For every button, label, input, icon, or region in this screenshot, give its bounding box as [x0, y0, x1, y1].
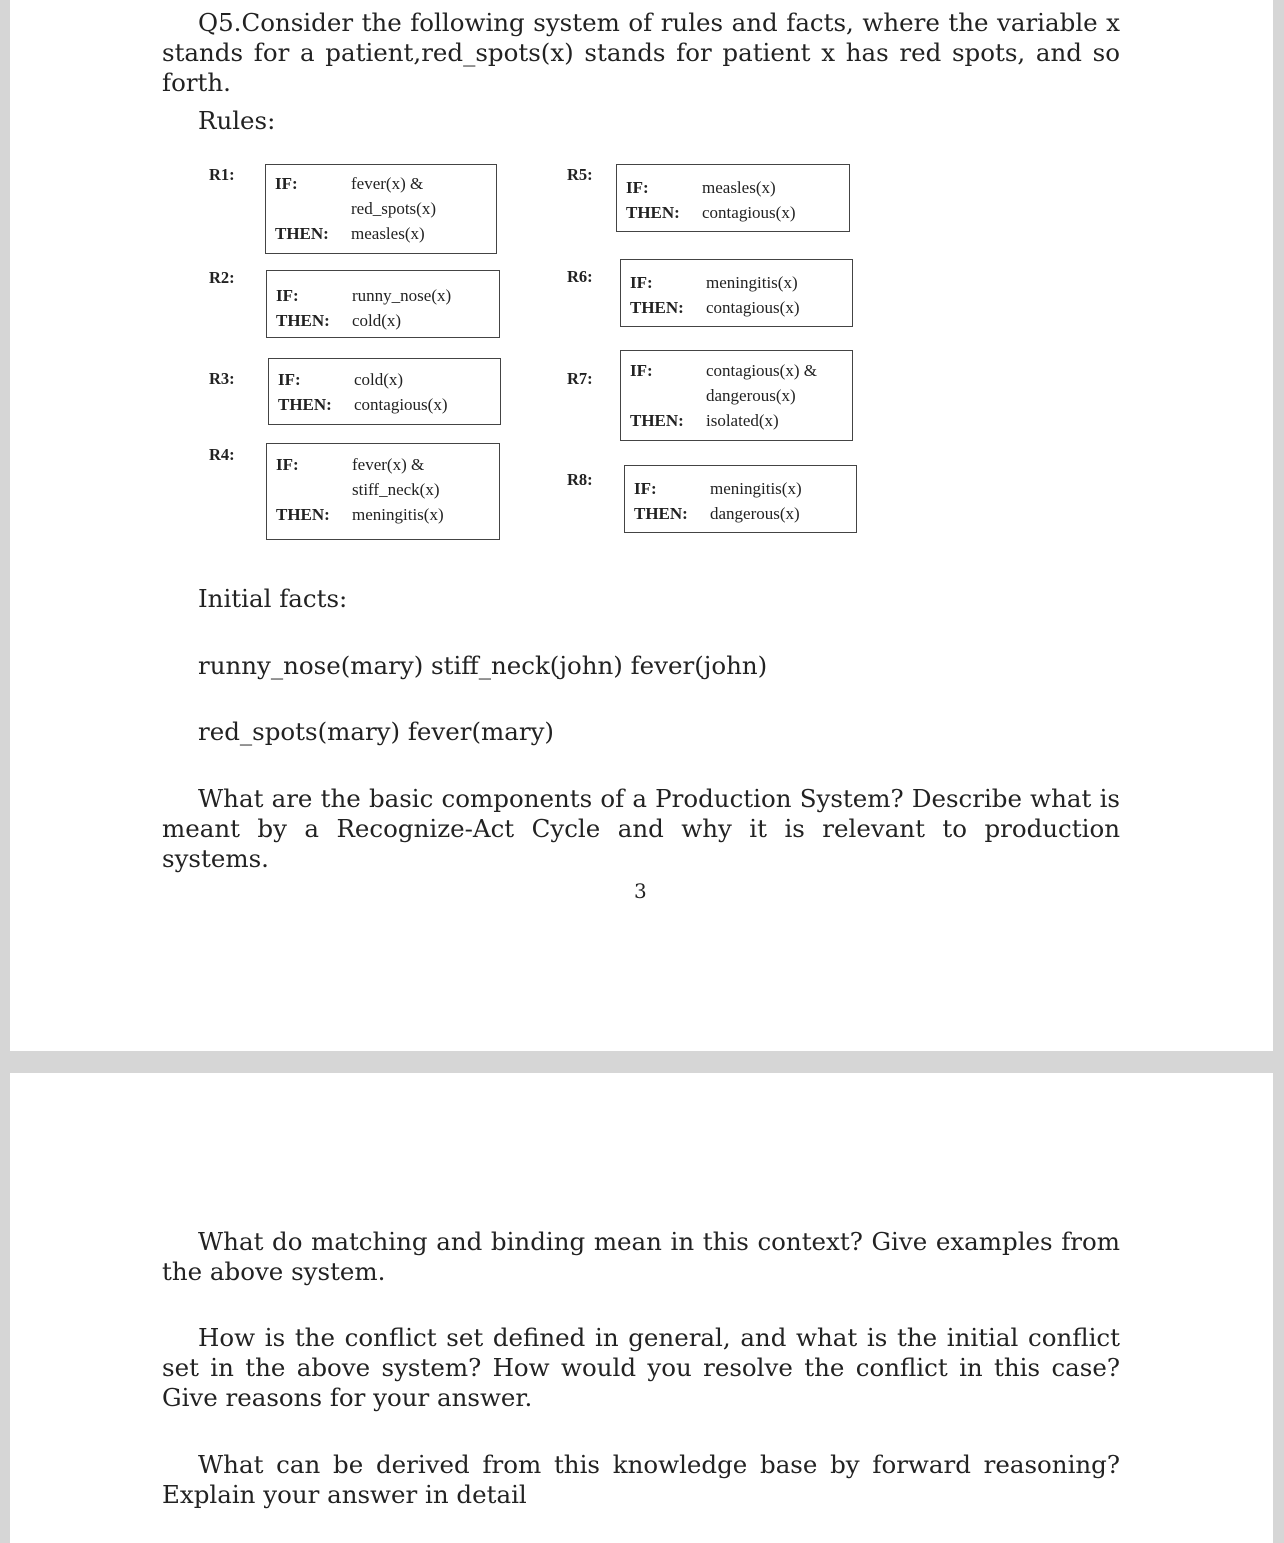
then-keyword: THEN:: [276, 311, 330, 330]
facts-line-2: red_spots(mary) fever(mary): [198, 717, 554, 746]
if-keyword: IF:: [634, 479, 657, 498]
rule-condition: red_spots(x): [351, 199, 436, 218]
rule-box-r1: [265, 164, 497, 254]
rule-box-r3: [268, 358, 501, 425]
if-keyword: IF:: [276, 286, 299, 305]
page-1: [10, 0, 1273, 1051]
rule-label-r5: R5:: [567, 165, 593, 184]
if-keyword: IF:: [630, 273, 653, 292]
rule-condition: stiff_neck(x): [352, 480, 440, 499]
rule-condition: meningitis(x): [706, 273, 798, 292]
then-keyword: THEN:: [275, 224, 329, 243]
then-keyword: THEN:: [278, 395, 332, 414]
rule-label-r8: R8:: [567, 470, 593, 489]
facts-heading: Initial facts:: [198, 584, 348, 613]
rule-label-r1: R1:: [209, 165, 235, 184]
rule-condition: measles(x): [702, 178, 776, 197]
page-2: [10, 1073, 1273, 1543]
rule-action: meningitis(x): [352, 505, 444, 524]
rule-condition: runny_nose(x): [352, 286, 452, 305]
rules-heading: Rules:: [198, 106, 276, 135]
facts-line-1: runny_nose(mary) stiff_neck(john) fever(john): [198, 651, 768, 680]
rule-action: contagious(x): [354, 395, 448, 414]
rule-action: cold(x): [352, 311, 402, 330]
rule-condition: dangerous(x): [706, 386, 796, 405]
rule-box-r8: [624, 465, 857, 533]
rule-label-r4: R4:: [209, 445, 235, 464]
rule-condition: fever(x) &: [352, 455, 425, 474]
rule-action: measles(x): [351, 224, 425, 243]
if-keyword: IF:: [278, 370, 301, 389]
then-keyword: THEN:: [626, 203, 680, 222]
rule-condition: fever(x) &: [351, 174, 424, 193]
then-keyword: THEN:: [634, 504, 688, 523]
if-keyword: IF:: [276, 455, 299, 474]
page-number: 3: [634, 879, 647, 903]
if-keyword: IF:: [630, 361, 653, 380]
rule-box-r4: [266, 443, 500, 540]
rule-box-r7: [620, 350, 853, 441]
rule-box-r2: [266, 270, 500, 338]
rule-label-r6: R6:: [567, 267, 593, 286]
rule-condition: meningitis(x): [710, 479, 802, 498]
question-forward: What can be derived from this knowledge base by forward reasoning? Explain your answer in detail: [162, 1450, 1120, 1509]
rule-box-r5: [616, 164, 850, 232]
rule-action: isolated(x): [706, 411, 779, 430]
if-keyword: IF:: [275, 174, 298, 193]
rule-condition: contagious(x) &: [706, 361, 817, 380]
rule-label-r7: R7:: [567, 369, 593, 388]
rule-action: contagious(x): [706, 298, 800, 317]
question-matching: What do matching and binding mean in this context? Give examples from the above system.: [162, 1227, 1120, 1286]
question-intro: Q5.Consider the following system of rules and facts, where the variable x stands for a patient,red_spots(x) stands for patient x has red spots, and so forth.: [162, 8, 1120, 97]
rule-condition: cold(x): [354, 370, 404, 389]
then-keyword: THEN:: [276, 505, 330, 524]
rule-label-r2: R2:: [209, 268, 235, 287]
then-keyword: THEN:: [630, 411, 684, 430]
rule-label-r3: R3:: [209, 369, 235, 388]
rule-box-r6: [620, 259, 853, 327]
if-keyword: IF:: [626, 178, 649, 197]
then-keyword: THEN:: [630, 298, 684, 317]
rule-action: contagious(x): [702, 203, 796, 222]
question-components: What are the basic components of a Production System? Describe what is meant by a Recognize-Act Cycle and why it is relevant to production systems.: [162, 784, 1120, 873]
rule-action: dangerous(x): [710, 504, 800, 523]
question-conflict: How is the conflict set defined in general, and what is the initial conflict set in the above system? How would you resolve the conflict in this case? Give reasons for your answer.: [162, 1323, 1120, 1412]
